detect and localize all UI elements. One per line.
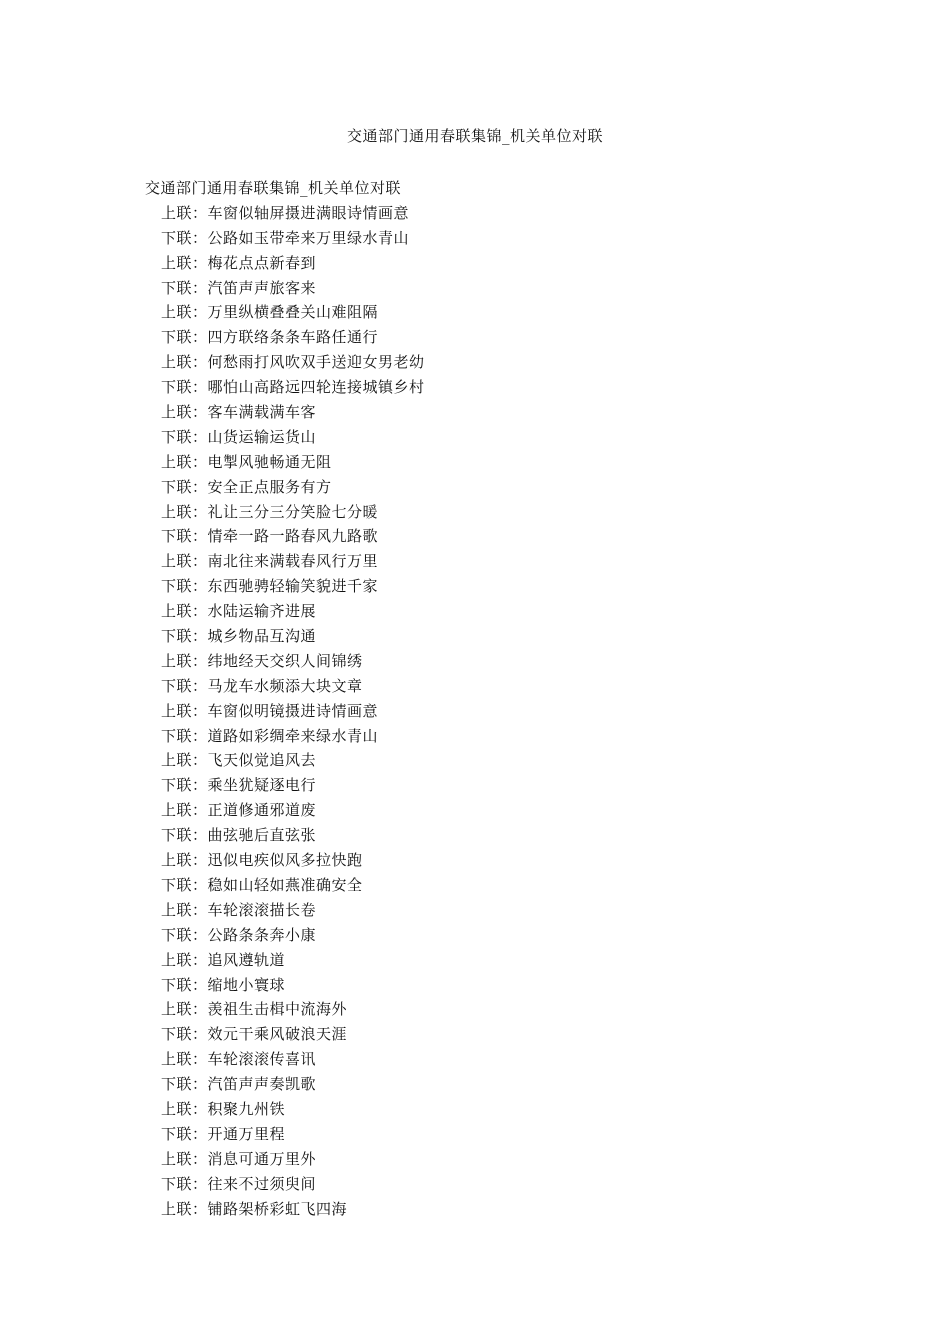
couplet-lower-line: 下联：公路如玉带牵来万里绿水青山 <box>161 228 410 247</box>
couplet-lower-line: 下联：乘坐犹疑逐电行 <box>161 776 317 795</box>
couplet-upper-line: 上联：积聚九州铁 <box>161 1099 286 1118</box>
couplet-lower-line: 下联：山货运输运货山 <box>161 427 317 446</box>
couplet-lower-line: 下联：情牵一路一路春风九路歌 <box>161 527 379 546</box>
couplet-lower-line: 下联：效元干乘风破浪天涯 <box>161 1025 348 1044</box>
couplet-upper-line: 上联：纬地经天交织人间锦绣 <box>161 651 363 670</box>
couplet-lower-line: 下联：城乡物品互沟通 <box>161 627 317 646</box>
couplet-upper-line: 上联：电掣风驰畅通无阻 <box>161 452 332 471</box>
couplet-upper-line: 上联：铺路架桥彩虹飞四海 <box>161 1199 348 1218</box>
couplet-lower-line: 下联：哪怕山高路远四轮连接城镇乡村 <box>161 378 425 397</box>
couplet-lower-line: 下联：四方联络条条车路任通行 <box>161 328 379 347</box>
couplet-upper-line: 上联：客车满载满车客 <box>161 403 317 422</box>
couplet-lower-line: 下联：往来不过须臾间 <box>161 1174 317 1193</box>
couplet-lower-line: 下联：东西驰骋轻输笑貌进千家 <box>161 577 379 596</box>
couplet-upper-line: 上联：正道修通邪道废 <box>161 801 317 820</box>
couplet-upper-line: 上联：车轮滚滚描长卷 <box>161 900 317 919</box>
couplet-upper-line: 上联：万里纵横叠叠关山难阻隔 <box>161 303 379 322</box>
couplet-lower-line: 下联：稳如山轻如燕准确安全 <box>161 875 363 894</box>
couplet-upper-line: 上联：车窗似轴屏摄进满眼诗情画意 <box>161 203 410 222</box>
couplet-upper-line: 上联：何愁雨打风吹双手送迎女男老幼 <box>161 353 425 372</box>
couplet-lower-line: 下联：汽笛声声旅客来 <box>161 278 317 297</box>
page-title: 交通部门通用春联集锦_机关单位对联 <box>346 127 603 145</box>
couplet-upper-line: 上联：迅似电疾似风多拉快跑 <box>161 851 363 870</box>
couplet-upper-line: 上联：梅花点点新春到 <box>161 253 317 272</box>
couplet-list <box>145 201 845 1222</box>
couplet-lower-line: 下联：安全正点服务有方 <box>161 477 332 496</box>
couplet-lower-line: 下联：道路如彩绸牵来绿水青山 <box>161 726 379 745</box>
couplet-lower-line: 下联：曲弦驰后直弦张 <box>161 826 317 845</box>
couplet-upper-line: 上联：消息可通万里外 <box>161 1149 317 1168</box>
document-heading: 交通部门通用春联集锦_机关单位对联 <box>145 179 402 197</box>
couplet-upper-line: 上联：南北往来满载春风行万里 <box>161 552 379 571</box>
couplet-upper-line: 上联：车轮滚滚传喜讯 <box>161 1050 317 1069</box>
couplet-lower-line: 下联：公路条条奔小康 <box>161 925 317 944</box>
couplet-upper-line: 上联：礼让三分三分笑脸七分暖 <box>161 502 379 521</box>
couplet-lower-line: 下联：汽笛声声奏凯歌 <box>161 1075 317 1094</box>
couplet-upper-line: 上联：追风遵轨道 <box>161 950 286 969</box>
document-body <box>145 176 845 1221</box>
couplet-upper-line: 上联：羡祖生击楫中流海外 <box>161 1000 348 1019</box>
couplet-upper-line: 上联：水陆运输齐进展 <box>161 602 317 621</box>
couplet-lower-line: 下联：开通万里程 <box>161 1124 286 1143</box>
couplet-upper-line: 上联：车窗似明镜摄进诗情画意 <box>161 701 379 720</box>
couplet-upper-line: 上联：飞天似觉追风去 <box>161 751 317 770</box>
couplet-lower-line: 下联：马龙车水频添大块文章 <box>161 676 363 695</box>
couplet-lower-line: 下联：缩地小寰球 <box>161 975 286 994</box>
